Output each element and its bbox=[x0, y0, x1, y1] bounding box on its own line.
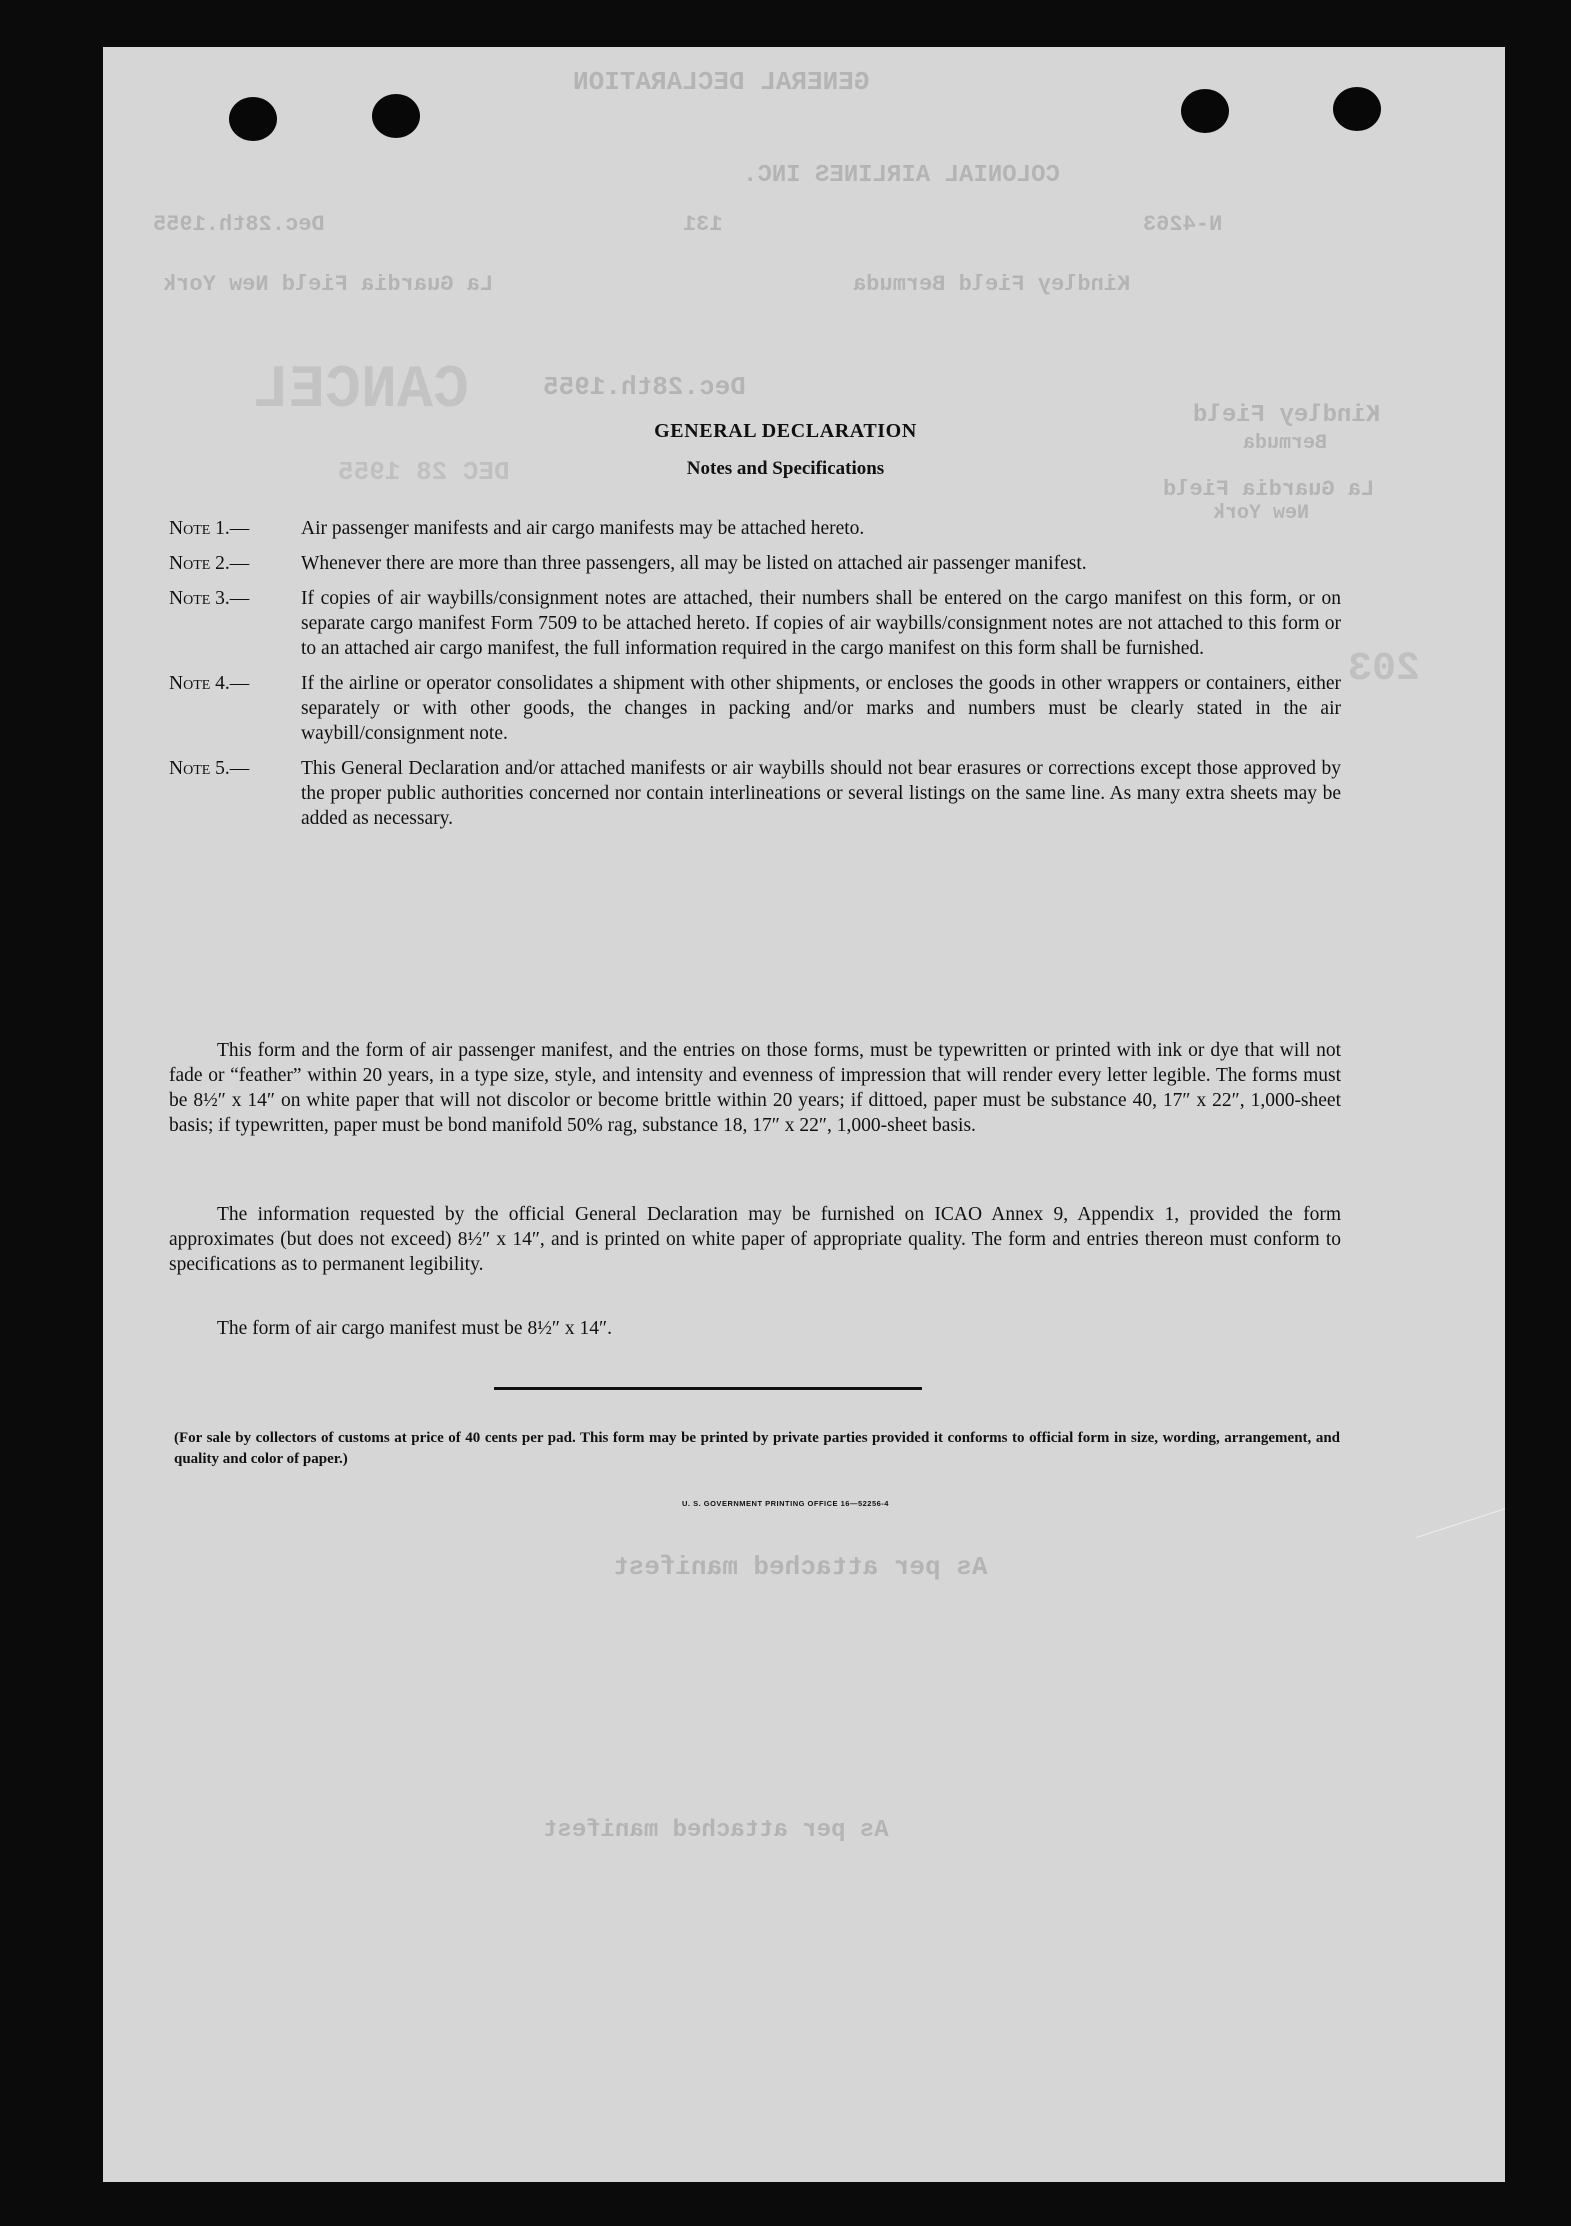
bleed-through-origin-country: Bermuda bbox=[1243, 432, 1328, 455]
note-4: Note 4.— If the airline or operator consolidates a shipment with other shipments, or encloses the goods in other wrappers or containers, either separately or with other goods, the changes in packing and/or marks and numbers must be clearly stated in the air waybill/consignment note. bbox=[169, 673, 1341, 744]
punch-hole bbox=[372, 94, 420, 138]
note-text: Air passenger manifests and air cargo manifests may be attached hereto. bbox=[301, 518, 865, 539]
note-label: Note 5. bbox=[169, 758, 230, 779]
bleed-through-departure: Kindley Field Bermuda bbox=[853, 272, 1131, 297]
paragraph-format-requirements: This form and the form of air passenger manifest, and the entries on those forms, must be typewritten or printed with ink or dye that will not fade or “feather” within 20 years, in a type size, style, and intensity and evenness of impression that will render every letter legible. The forms must be 8½″ x 14″ on white paper that will not discolor or become brittle within 20 years; if dittoed, paper must be substance 40, 17″ x 22″, 1,000-sheet basis; if typewritten, paper must be bond manifold 50% rag, substance 18, 17″ x 22″, 1,000-sheet basis. bbox=[169, 1040, 1341, 1136]
bleed-through-registration: N-4263 bbox=[1143, 212, 1223, 237]
punch-hole bbox=[1181, 89, 1229, 133]
paragraph-icao-annex: The information requested by the official General Declaration may be furnished on ICAO Annex 9, Appendix 1, provided the form approximates (but does not exceed) 8½″ x 14″, and is printed on white paper of appropriate quality. The form and entries thereon must conform to specifications as to permanent legibility. bbox=[169, 1204, 1341, 1275]
bleed-through-airline: COLONIAL AIRLINES INC. bbox=[743, 162, 1060, 189]
bleed-through-date-secondary: Dec.28th.1955 bbox=[543, 372, 746, 402]
paragraph-cargo-manifest-size: The form of air cargo manifest must be 8½″ x 14″. bbox=[217, 1318, 612, 1339]
note-text: If the airline or operator consolidates a shipment with other shipments, or encloses the goods in other wrappers or containers, either separately or with other goods, the changes in packing and/or marks and numbers must be clearly stated in the air waybill/consignment note. bbox=[301, 673, 1341, 744]
bleed-through-date: Dec.28th.1955 bbox=[153, 212, 325, 237]
sale-notice: (For sale by collectors of customs at price of 40 cents per pad. This form may be printed by private parties provided it conforms to official form in size, wording, arrangement, and quality and color of paper.) bbox=[174, 1430, 1340, 1467]
punch-hole bbox=[229, 97, 277, 141]
bleed-through-destination-city: New York bbox=[1213, 502, 1310, 525]
bleed-through-origin-place: Kindley Field bbox=[1193, 402, 1381, 429]
bleed-through-stamp: CANCEL bbox=[253, 357, 470, 425]
bleed-through-flight: 131 bbox=[683, 212, 723, 237]
note-text: This General Declaration and/or attached manifests or air waybills should not bear erasures or corrections except those approved by the proper public authorities concerned nor contain interlineations or several listings on the same line. As many extra sheets may be added as necessary. bbox=[301, 758, 1341, 829]
notes-list bbox=[169, 516, 1341, 841]
page-subtitle: Notes and Specifications bbox=[686, 458, 885, 479]
divider-rule bbox=[494, 1387, 922, 1390]
note-2: Note 2.— Whenever there are more than three passengers, all may be listed on attached air passenger manifest. bbox=[169, 551, 1341, 576]
punch-hole bbox=[1333, 87, 1381, 131]
bleed-through-header: GENERAL DECLARATION bbox=[573, 67, 870, 97]
printer-line: U. S. GOVERNMENT PRINTING OFFICE 16—52256-4 bbox=[682, 1499, 889, 1508]
bleed-through-arrival: La Guardia Field New York bbox=[163, 272, 494, 297]
note-5: Note 5.— This General Declaration and/or attached manifests or air waybills should not bear erasures or corrections except those approved by the proper public authorities concerned nor contain interlineations or several listings on the same line. As many extra sheets may be added as necessary. bbox=[169, 758, 1341, 829]
note-1: Note 1.— Air passenger manifests and air cargo manifests may be attached hereto. bbox=[169, 516, 1341, 541]
note-text: If copies of air waybills/consignment notes are attached, their numbers shall be entered on the cargo manifest on this form, or on separate cargo manifest Form 7509 to be attached hereto. If copies of air waybills/consignment notes are not attached to this form or to an attached air cargo manifest, the full information required in the cargo manifest on this form shall be furnished. bbox=[301, 588, 1341, 659]
note-label: Note 3. bbox=[169, 588, 230, 609]
bleed-through-manifest-note: As per attached manifest bbox=[543, 1817, 889, 1844]
page-title: GENERAL DECLARATION bbox=[654, 420, 917, 442]
bleed-through-destination-place: La Guardia Field bbox=[1163, 477, 1375, 502]
note-label: Note 1. bbox=[169, 518, 230, 539]
bleed-through-count: 203 bbox=[1348, 647, 1421, 692]
note-label: Note 2. bbox=[169, 553, 230, 574]
note-text: Whenever there are more than three passengers, all may be listed on attached air passenger manifest. bbox=[301, 553, 1087, 574]
note-label: Note 4. bbox=[169, 673, 230, 694]
bleed-through-stamp-date: DEC 28 1955 bbox=[338, 457, 510, 487]
note-3: Note 3.— If copies of air waybills/consignment notes are attached, their numbers shall be entered on the cargo manifest on this form, or on separate cargo manifest Form 7509 to be attached hereto. If copies of air waybills/consignment notes are not attached to this form or to an attached air cargo manifest, the full information required in the cargo manifest on this form shall be furnished. bbox=[169, 588, 1341, 659]
bleed-through-manifest-note: As per attached manifest bbox=[613, 1552, 988, 1582]
